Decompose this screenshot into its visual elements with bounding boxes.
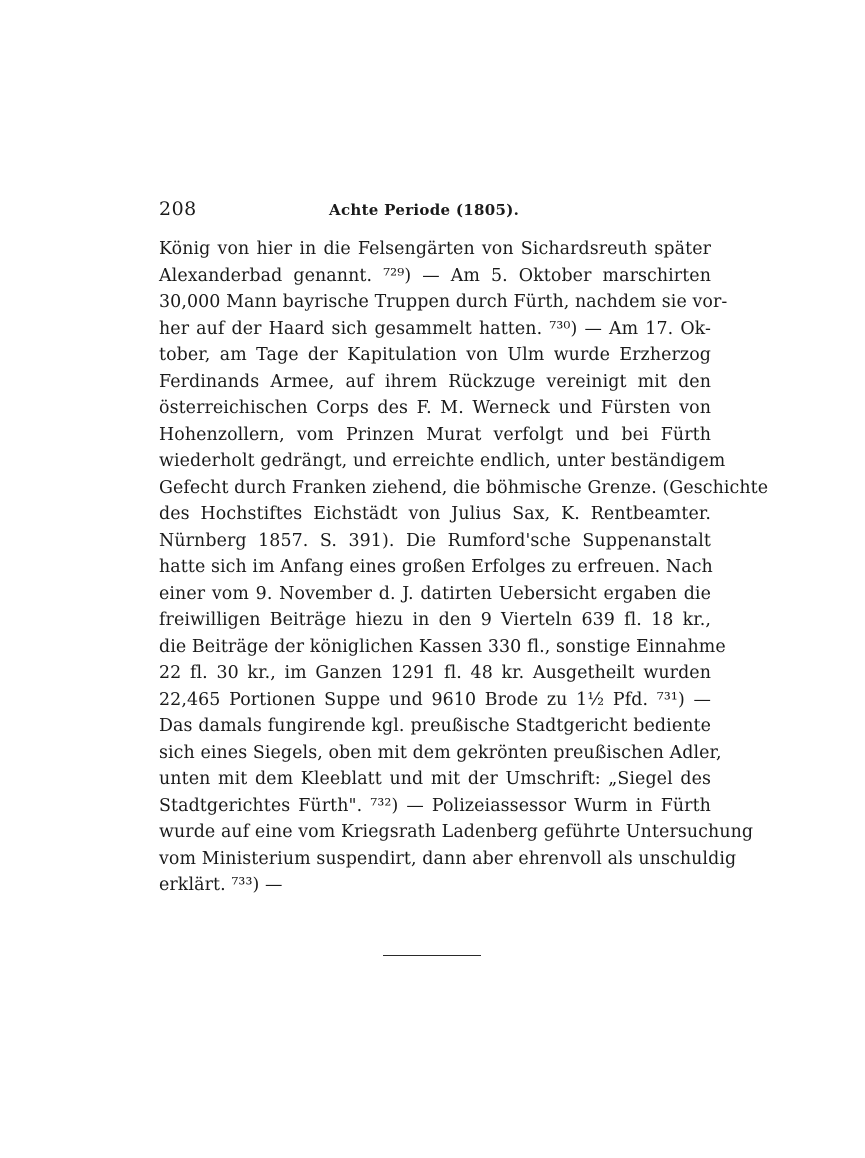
text-line: her auf der Haard sich gesammelt hatten. ⁷³⁰) — Am 17. Ok- — [159, 318, 711, 339]
running-head: Achte Periode (1805). — [329, 201, 520, 219]
text-line: des Hochstiftes Eichstädt von Julius Sax, K. Rentbeamter. — [159, 504, 711, 524]
text-line: tober, am Tage der Kapitulation von Ulm wurde Erzherzog — [159, 345, 711, 365]
text-line: österreichischen Corps des F. M. Werneck und Fürsten von — [159, 398, 711, 418]
text-line: die Beiträge der königlichen Kassen 330 fl., sonstige Einnahme — [159, 636, 726, 657]
text-line: wurde auf eine vom Kriegsrath Ladenberg geführte Untersuchung — [159, 822, 754, 842]
text-line: 22,465 Portionen Suppe und 9610 Brode zu 1½ Pfd. ⁷³¹) — — [159, 689, 711, 710]
text-line: Hohenzollern, vom Prinzen Murat verfolgt und bei Fürth — [159, 424, 711, 445]
footnote-divider — [383, 955, 481, 956]
text-line: 22 fl. 30 kr., im Ganzen 1291 fl. 48 kr. Ausgetheilt wurden — [159, 663, 711, 683]
text-line: wiederholt gedrängt, und erreichte endlich, unter beständigem — [159, 451, 726, 471]
text-line: Ferdinands Armee, auf ihrem Rückzuge vereinigt mit den — [159, 371, 711, 392]
body-text — [159, 236, 769, 899]
text-line: unten mit dem Kleeblatt und mit der Umschrift: „Siegel des — [159, 769, 711, 789]
text-line: hatte sich im Anfang eines großen Erfolges zu erfreuen. Nach — [159, 557, 713, 577]
text-line: Gefecht durch Franken ziehend, die böhmische Grenze. (Geschichte — [159, 477, 769, 498]
page-number: 208 — [159, 198, 197, 220]
text-line: erklärt. ⁷³³) — — [159, 875, 283, 895]
text-line: Das damals fungirende kgl. preußische Stadtgericht bediente — [159, 716, 711, 736]
text-line: Stadtgerichtes Fürth". ⁷³²) — Polizeiassessor Wurm in Fürth — [159, 795, 711, 816]
text-line: einer vom 9. November d. J. datirten Uebersicht ergaben die — [159, 583, 711, 604]
text-line: Alexanderbad genannt. ⁷²⁹) — Am 5. Oktober marschirten — [159, 265, 711, 286]
text-line: König von hier in die Felsengärten von Sichardsreuth später — [159, 239, 711, 259]
text-line: 30,000 Mann bayrische Truppen durch Fürth, nachdem sie vor- — [159, 292, 728, 312]
text-line: vom Ministerium suspendirt, dann aber ehrenvoll als unschuldig — [159, 848, 737, 869]
page-header — [159, 198, 709, 224]
text-line: Nürnberg 1857. S. 391). Die Rumford'sche Suppenanstalt — [159, 530, 711, 551]
text-line: freiwilligen Beiträge hiezu in den 9 Vierteln 639 fl. 18 kr., — [159, 610, 711, 630]
text-line: sich eines Siegels, oben mit dem gekrönten preußischen Adler, — [159, 742, 722, 763]
